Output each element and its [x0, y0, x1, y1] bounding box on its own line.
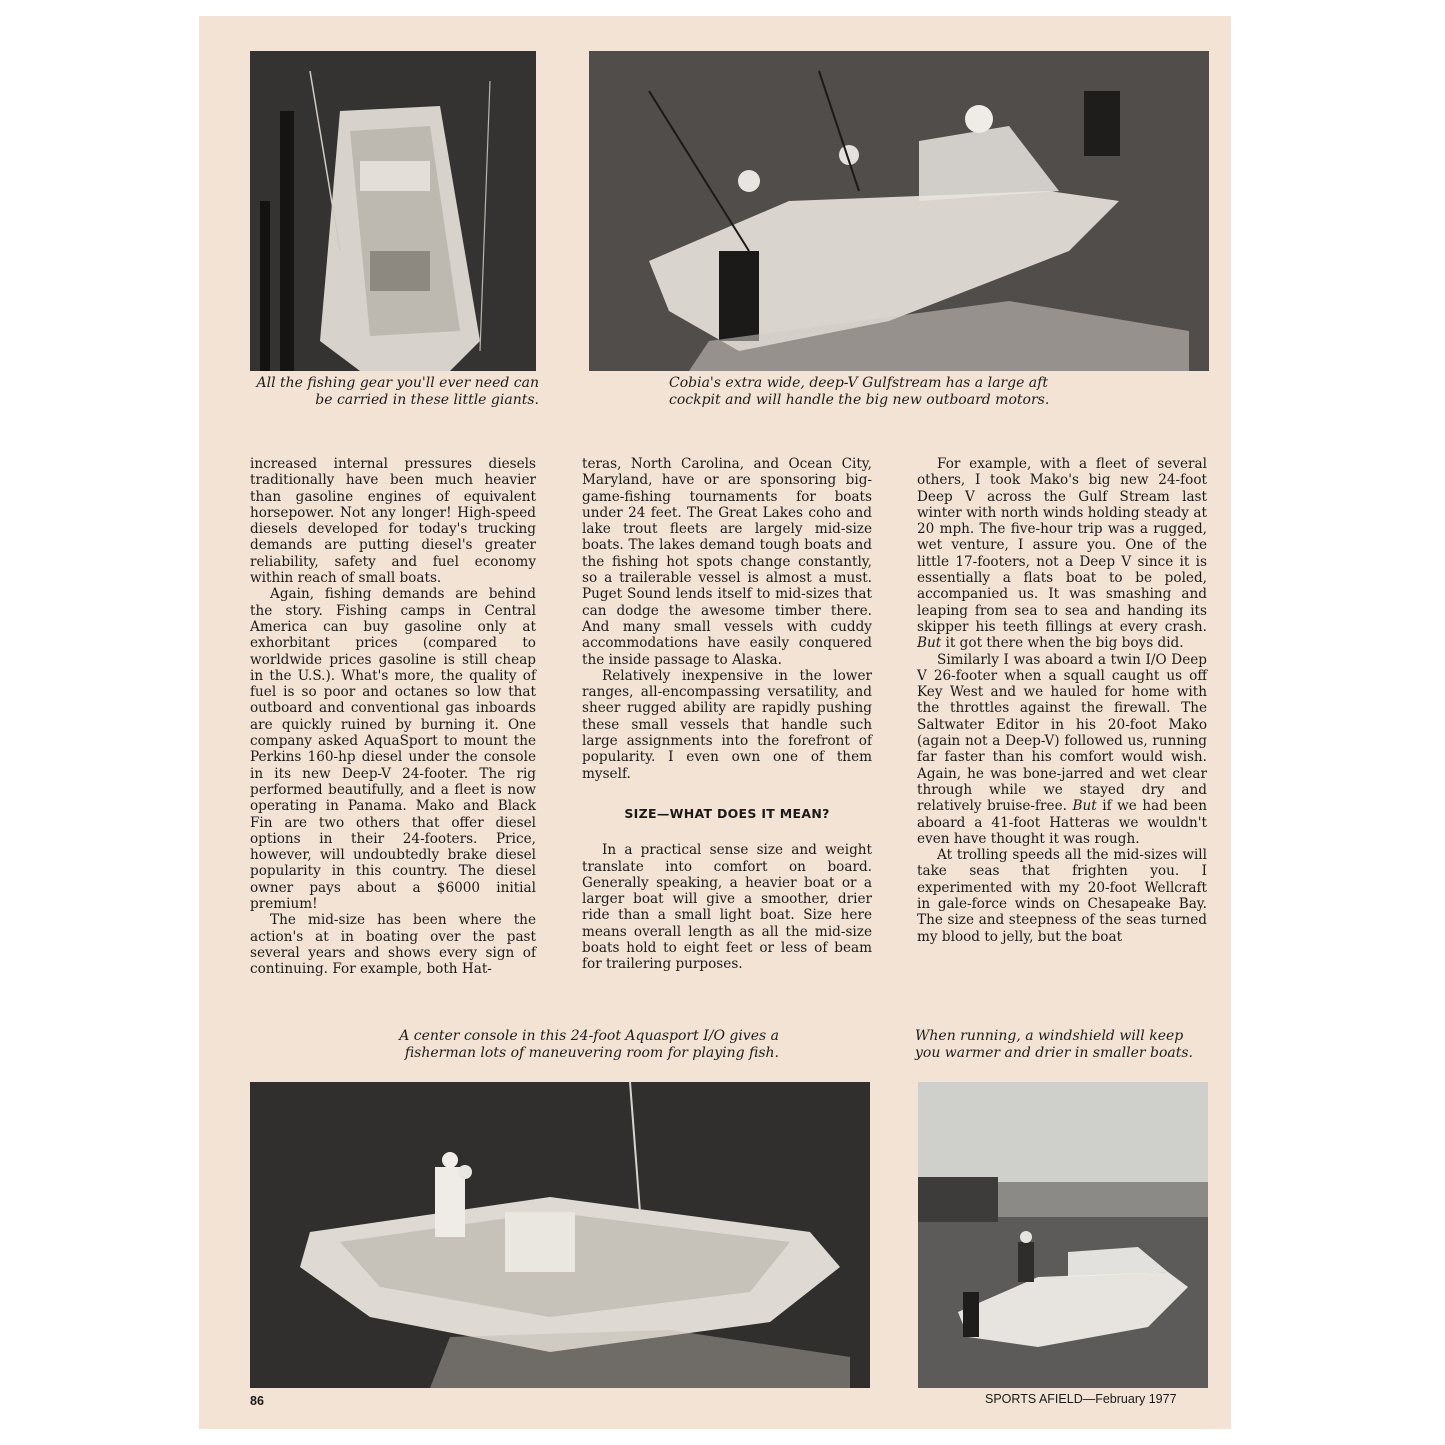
magazine-page: [199, 16, 1231, 1429]
photo-cobia-gulfstream: [589, 51, 1209, 371]
photo-aquasport-center-console: [250, 1082, 870, 1388]
column2-paragraph-1: teras, North Carolina, and Ocean City, Maryland, have or are sponsoring big-game-fishing tournaments for boats under 24 feet. The Great Lakes coho and lake trout fleets are largely mid-size boats. The lakes demand tough boats and the fishing hot spots change constantly, so a trailerable vessel is almost a must. Puget Sound lends itself to mid-sizes that can dodge the awesome timber there. And many small vessels with cuddy accommodations have easily conquered the inside passage to Alaska.: [582, 456, 872, 668]
magazine-footer: SPORTS AFIELD—February 1977: [985, 1392, 1177, 1406]
text-column-3: [917, 456, 1207, 945]
column1-paragraph-2: Again, fishing demands are behind the story. Fishing camps in Central America can buy gasoline only at exhorbitant prices (compared to worldwide prices gasoline is still cheap in the U.S.). What's more, the quality of fuel is so poor and octanes so low that outboard and conventional gas inboards are quickly ruined by burning it. One company asked AquaSport to mount the Perkins 160-hp diesel under the console in its new Deep-V 24-footer. The rig performed beautifully, and a fleet is now operating in Panama. Mako and Black Fin are two others that offer diesel options in their 24-footers. Price, however, will undoubtedly brake diesel popularity in this country. The diesel owner pays about a $6000 initial premium!: [250, 586, 536, 913]
caption-top-left: All the fishing gear you'll ever need can be carried in these little giants.: [256, 375, 539, 408]
section-heading: SIZE—WHAT DOES IT MEAN?: [624, 805, 830, 821]
photo-docked-boat: [250, 51, 536, 371]
caption-bottom-left: A center console in this 24-foot Aquasport I/O gives a fisherman lots of maneuvering room for playing fish.: [399, 1028, 779, 1061]
column1-paragraph-3: The mid-size has been where the action's at in boating over the past several years and shows every sign of continuing. For example, both Hat-: [250, 912, 536, 978]
column1-paragraph-1: increased internal pressures diesels traditionally have been much heavier than gasoline engines of equivalent horsepower. Not any longer! High-speed diesels developed for today's trucking demands are putting diesel's greater reliability, safety and fuel economy within reach of small boats.: [250, 456, 536, 587]
photo-windshield-boat: [918, 1082, 1208, 1388]
column2-paragraph-3: In a practical sense size and weight translate into comfort on board. Generally speaking, a heavier boat or a larger boat will give a smoother, drier ride than a small light boat. Size here means overall length as all the mid-size boats hold to eight feet or less of beam for trailering purposes.: [582, 842, 872, 973]
text-column-1: [250, 456, 536, 978]
caption-top-right: Cobia's extra wide, deep-V Gulfstream has a large aft cockpit and will handle the big new outboard motors.: [669, 375, 1050, 408]
text-column-2: [582, 456, 872, 973]
column2-paragraph-2: Relatively inexpensive in the lower ranges, all-encompassing versatility, and sheer rugged ability are rapidly pushing these small vessels that handle such large assignments into the forefront of popularity. I even own one of them myself.: [582, 667, 872, 782]
column3-paragraph-3: At trolling speeds all the mid-sizes will take seas that frighten you. I experimented with my 20-foot Wellcraft in gale-force winds on Chesapeake Bay. The size and steepness of the seas turned my blood to jelly, but the boat: [917, 847, 1207, 945]
page-number: 86: [250, 1394, 264, 1408]
caption-bottom-right: When running, a windshield will keep you warmer and drier in smaller boats.: [915, 1028, 1193, 1061]
column3-paragraph-1: For example, with a fleet of several others, I took Mako's big new 24-foot Deep V across the Gulf Stream last winter with north winds holding steady at 20 mph. The five-hour trip was a rugged, wet venture, I assure you. One of the little 17-footers, not a Deep V since it is essentially a flats boat to be poled, accompanied us. It was smashing and leaping from sea to sea and handing its skipper his teeth fillings at every crash. But it got there when the big boys did.: [917, 456, 1207, 652]
column3-paragraph-2: Similarly I was aboard a twin I/O Deep V 26-footer when a squall caught us off Key West and we hauled for home with the throttles against the firewall. The Saltwater Editor in his 20-foot Mako (again not a Deep-V) followed us, running far faster than his comfort would wish. Again, he was bone-jarred and wet clear through while we stayed dry and relatively bruise-free. But if we had been aboard a 41-foot Hatteras we wouldn't even have thought it was rough.: [917, 651, 1207, 847]
